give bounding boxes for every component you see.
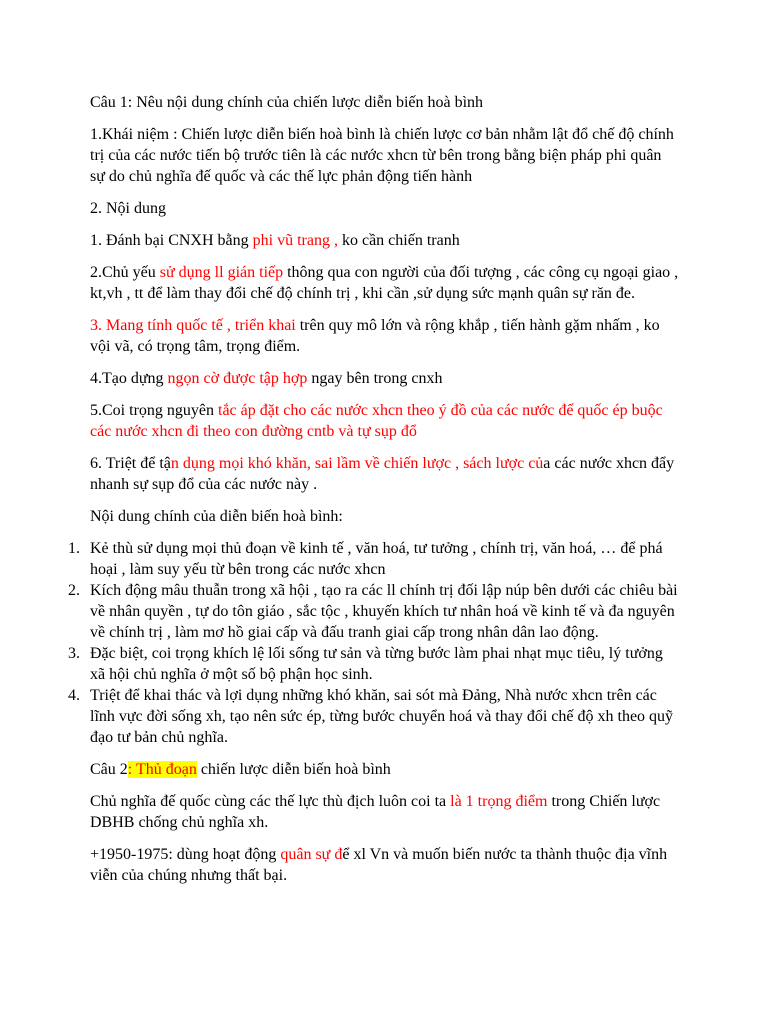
text-run: 1. Đánh bại CNXH bằng bbox=[90, 232, 253, 249]
highlighted-text-run: : Thủ đoạn bbox=[127, 761, 197, 778]
question-2-title bbox=[90, 759, 680, 780]
text-run: thông qua con người của đối tượng , các công cụ ngoại giao , kt,vh , tt để làm thay đổi chế độ chính trị , khi cần ,sử dụng sức mạnh quân sự răn đe. bbox=[90, 264, 679, 302]
text-run: 5.Coi trọng nguyên bbox=[90, 402, 218, 419]
text-run: +1950-1975: dùng hoạt động bbox=[90, 846, 281, 863]
content-item-1 bbox=[90, 230, 680, 251]
list-item-text: Kẻ thù sử dụng mọi thủ đoạn về kinh tế , văn hoá, tư tưởng , chính trị, văn hoá, … để phá hoại , làm suy yếu từ bên trong các nước xhcn bbox=[90, 540, 663, 578]
red-text-run: ngọn cờ được tập hợp bbox=[167, 370, 308, 387]
list-item bbox=[68, 580, 680, 643]
definition-paragraph: 1.Khái niệm : Chiến lược diễn biến hoà bình là chiến lược cơ bản nhằm lật đổ chế độ chính trị của các nước tiến bộ trước tiên là các nước xhcn từ bên trong bằng biện pháp phi quân sự do chủ nghĩa đế quốc và các thế lực phản động tiến hành bbox=[90, 126, 674, 185]
content-item-4 bbox=[90, 368, 680, 389]
content-heading: 2. Nội dung bbox=[90, 200, 166, 217]
text-run: Câu 2 bbox=[90, 761, 128, 778]
text-run: ko cần chiến tranh bbox=[341, 232, 460, 249]
text-run: ể xl Vn và muốn biến nước ta thành thuộc địa vĩnh viễn của chúng nhưng thất bại. bbox=[90, 846, 668, 884]
list-item bbox=[68, 643, 680, 685]
red-text-run: là 1 trọng điểm bbox=[450, 793, 548, 810]
red-text-run: tắc áp đặt cho các nước xhcn theo ý đồ của các nước đế quốc ép buộc các nước xhcn đi theo con đường cntb và tự sụp đổ bbox=[90, 402, 663, 440]
text-run: ngay bên trong cnxh bbox=[307, 370, 443, 387]
list-item bbox=[68, 538, 680, 580]
text-run: a các nước xhcn đẩy nhanh sự sụp đổ của các nước này . bbox=[90, 455, 675, 493]
content-item-5 bbox=[90, 400, 680, 442]
text-run: chiến lược diễn biến hoà bình bbox=[196, 761, 391, 778]
list-item-text: Đặc biệt, coi trọng khích lệ lối sống tư sản và từng bước làm phai nhạt mục tiêu, lý tưởng xã hội chủ nghĩa ở một số bộ phận học sinh. bbox=[90, 645, 663, 683]
list-number: 4. bbox=[68, 687, 80, 704]
text-run: trên quy mô lớn và rộng khắp , tiến hành gặm nhấm , ko vội vã, có trọng tâm, trọng điểm. bbox=[90, 317, 660, 355]
text-run: 6. Triệt để tậ bbox=[90, 455, 171, 472]
red-text-run: quân sự đ bbox=[280, 846, 343, 863]
list-number: 2. bbox=[68, 582, 80, 599]
content-item-6 bbox=[90, 453, 680, 495]
content-item-3 bbox=[90, 315, 680, 357]
red-text-run: sử dụng ll gián tiếp bbox=[159, 264, 284, 281]
question-2-paragraph-1 bbox=[90, 791, 680, 833]
content-item-2 bbox=[90, 262, 680, 304]
question-2-paragraph-2 bbox=[90, 844, 680, 886]
list-number: 1. bbox=[68, 540, 80, 557]
red-text-run: phi vũ trang , bbox=[252, 232, 342, 249]
main-content-heading: Nội dung chính của diễn biến hoà bình: bbox=[90, 508, 343, 525]
list-item bbox=[68, 685, 680, 748]
list-number: 3. bbox=[68, 645, 80, 662]
red-text-run: n dụng mọi khó khăn, sai lầm về chiến lược , sách lược củ bbox=[170, 455, 544, 472]
red-text-run: 3. Mang tính quốc tế , triển khai bbox=[90, 317, 296, 334]
text-run: 2.Chủ yếu bbox=[90, 264, 160, 281]
list-item-text: Kích động mâu thuẫn trong xã hội , tạo ra các ll chính trị đối lập núp bên dưới các chiêu bài về nhân quyền , tự do tôn giáo , sắc tộc , khuyến khích tư nhân hoá về kinh tế và đa nguyên về chính trị , làm mơ hồ giai cấp và đấu tranh giai cấp trong nhân dân lao động. bbox=[90, 582, 678, 641]
text-run: trong Chiến lược DBHB chống chủ nghĩa xh. bbox=[90, 793, 661, 831]
text-run: Chủ nghĩa đế quốc cùng các thế lực thù địch luôn coi ta bbox=[90, 793, 451, 810]
question-1-title: Câu 1: Nêu nội dung chính của chiến lược diễn biến hoà bình bbox=[90, 94, 484, 111]
list-item-text: Triệt để khai thác và lợi dụng những khó khăn, sai sót mà Đảng, Nhà nước xhcn trên các lĩnh vực đời sống xh, tạo nên sức ép, từng bước chuyển hoá và thay đổi chế độ xh theo quỹ đạo tư bản chủ nghĩa. bbox=[90, 687, 674, 746]
document-page bbox=[68, 92, 680, 897]
text-run: 4.Tạo dựng bbox=[90, 370, 168, 387]
main-content-list bbox=[68, 538, 680, 748]
